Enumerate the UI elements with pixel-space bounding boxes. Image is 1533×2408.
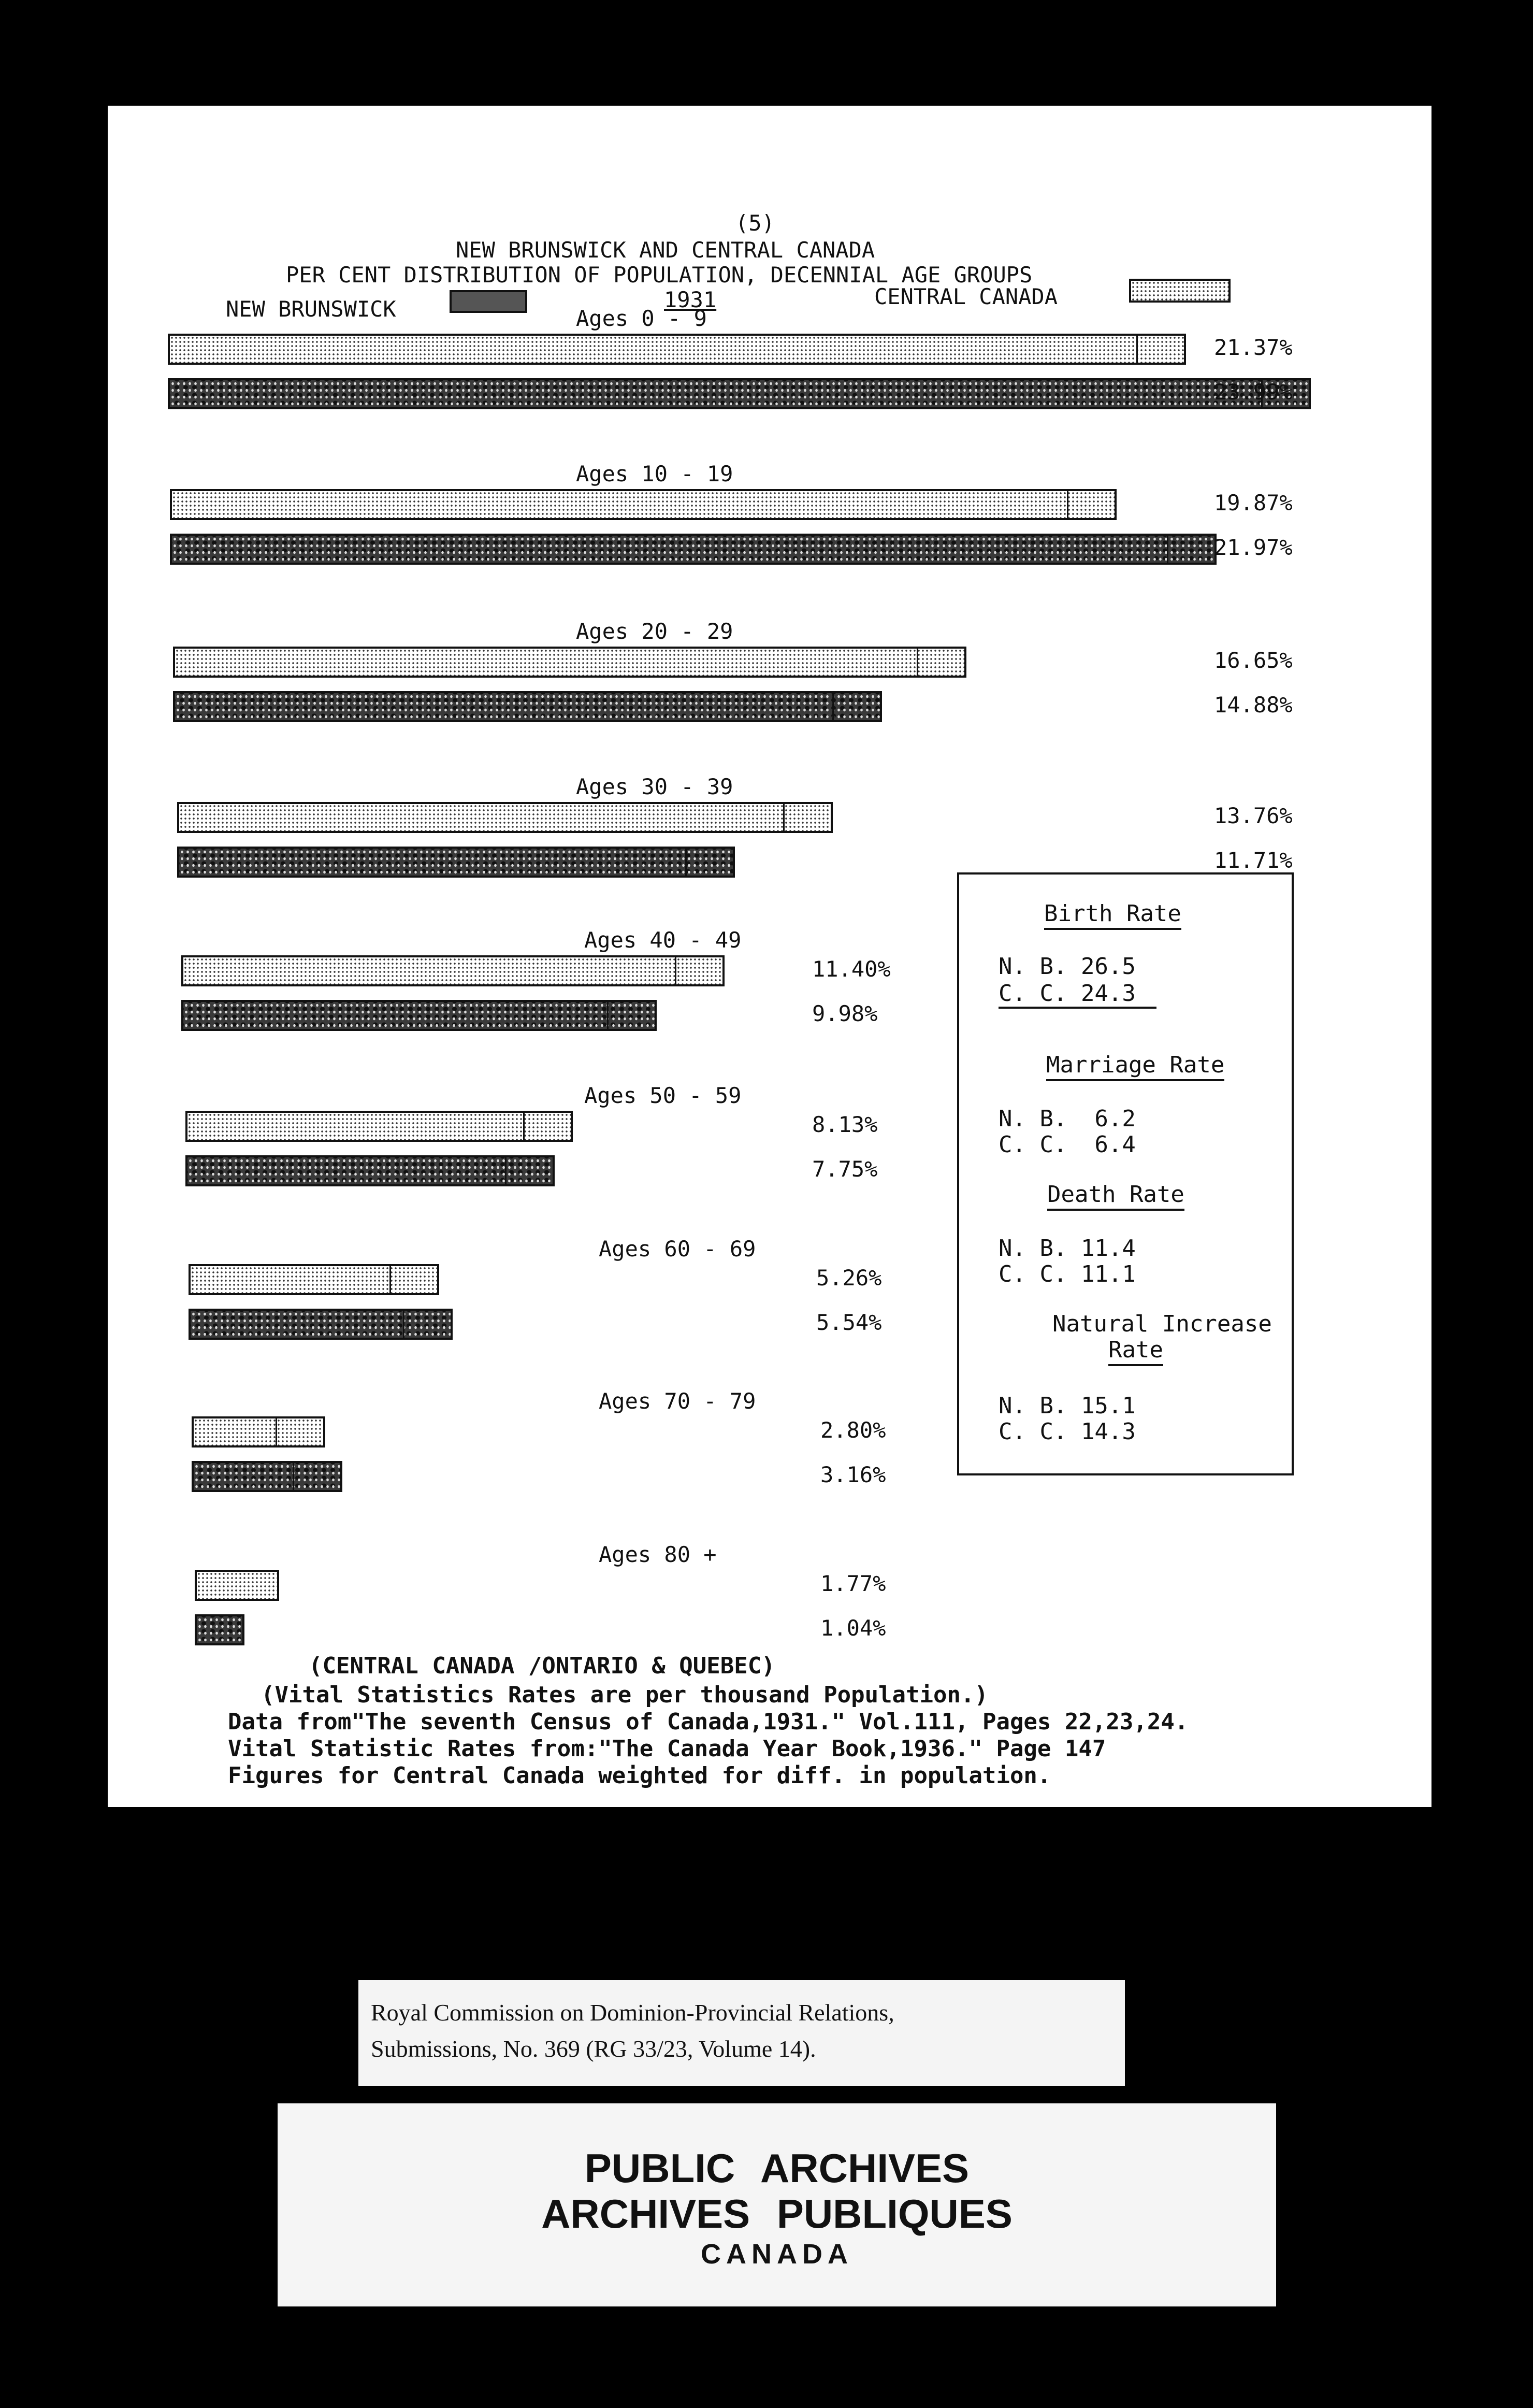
value-label-new-brunswick: 8.13%	[812, 1112, 878, 1137]
age-group-label: Ages 60 - 69	[599, 1236, 756, 1262]
marriage-rate-heading: Marriage Rate	[1046, 1052, 1224, 1081]
bar-divider	[1136, 336, 1138, 363]
age-group-label: Ages 10 - 19	[576, 461, 733, 486]
bar-central-canada	[173, 691, 882, 722]
age-group-label: Ages 50 - 59	[584, 1083, 742, 1108]
natural-increase-heading-rate: Rate	[1108, 1337, 1163, 1366]
bar-divider	[403, 1311, 404, 1338]
death-rate-heading: Death Rate	[1047, 1181, 1184, 1211]
note-year-book-source: Vital Statistic Rates from:"The Canada Year Book,1936." Page 147	[228, 1736, 1106, 1762]
marriage-rate-nb: N. B. 6.2	[999, 1106, 1136, 1132]
value-label-central-canada: 11.71%	[1214, 848, 1293, 873]
bar-new-brunswick	[181, 955, 725, 986]
natural-increase-nb: N. B. 15.1	[999, 1393, 1136, 1419]
value-label-new-brunswick: 11.40%	[812, 956, 891, 982]
note-weighting: Figures for Central Canada weighted for diff. in population.	[228, 1762, 1051, 1789]
age-group-label: Ages 70 - 79	[599, 1388, 756, 1414]
value-label-central-canada: 14.88%	[1214, 692, 1293, 718]
title-line-2: PER CENT DISTRIBUTION OF POPULATION, DECENNIAL AGE GROUPS	[286, 262, 1033, 288]
bar-divider	[685, 849, 687, 876]
note-central-canada: (CENTRAL CANADA /ONTARIO & QUEBEC)	[309, 1653, 775, 1679]
death-rate-nb: N. B. 11.4	[999, 1235, 1136, 1262]
natural-increase-cc: C. C. 14.3	[999, 1418, 1136, 1445]
stamp-line-1: PUBLIC ARCHIVES	[584, 2145, 970, 2191]
legend-nb-label: NEW BRUNSWICK	[226, 296, 396, 322]
birth-rate-nb: N. B. 26.5	[999, 953, 1136, 980]
death-rate-cc: C. C. 11.1	[999, 1261, 1136, 1287]
value-label-central-canada: 5.54%	[816, 1310, 882, 1335]
bar-central-canada	[181, 1000, 657, 1031]
bar-divider	[523, 1113, 525, 1140]
vital-rates-box	[957, 872, 1294, 1475]
age-group-label: Ages 30 - 39	[576, 774, 733, 799]
legend-nb-swatch	[450, 290, 527, 313]
bar-new-brunswick	[170, 489, 1117, 520]
marriage-rate-cc: C. C. 6.4	[999, 1131, 1136, 1158]
bar-new-brunswick	[192, 1416, 325, 1447]
document-sheet	[108, 106, 1431, 1807]
value-label-new-brunswick: 13.76%	[1214, 803, 1293, 828]
birth-rate-cc: C. C. 24.3	[999, 980, 1156, 1009]
value-label-central-canada: 7.75%	[812, 1156, 878, 1182]
public-archives-stamp	[278, 2103, 1276, 2306]
archive-reference-card	[358, 1980, 1125, 2086]
bar-divider	[293, 1463, 294, 1490]
value-label-central-canada: 3.16%	[820, 1462, 886, 1487]
value-label-new-brunswick: 21.37%	[1214, 335, 1293, 360]
value-label-central-canada: 1.04%	[820, 1615, 886, 1641]
archive-reference-line-2: Submissions, No. 369 (RG 33/23, Volume 14).	[371, 2036, 816, 2062]
bar-central-canada	[177, 847, 735, 878]
age-group-label: Ages 80 +	[599, 1542, 717, 1567]
bar-divider	[607, 1002, 609, 1029]
bar-divider	[389, 1266, 391, 1293]
bar-divider	[276, 1418, 277, 1445]
age-group-label: Ages 0 - 9	[576, 306, 707, 331]
bar-divider	[832, 693, 834, 720]
bar-divider	[917, 649, 918, 676]
note-vital-statistics: (Vital Statistics Rates are per thousand Population.)	[261, 1682, 988, 1708]
bar-new-brunswick	[173, 647, 966, 678]
bar-new-brunswick	[185, 1111, 573, 1142]
bar-divider	[1167, 536, 1168, 563]
stamp-line-2: ARCHIVES PUBLIQUES	[541, 2191, 1013, 2237]
value-label-new-brunswick: 5.26%	[816, 1265, 882, 1291]
age-group-label: Ages 20 - 29	[576, 619, 733, 644]
title-line-1: NEW BRUNSWICK AND CENTRAL CANADA	[456, 237, 875, 263]
bar-new-brunswick	[168, 334, 1186, 365]
bar-central-canada	[185, 1155, 555, 1186]
natural-increase-heading: Natural Increase	[1052, 1311, 1272, 1337]
bar-divider	[1067, 491, 1068, 518]
bar-central-canada	[195, 1614, 244, 1645]
value-label-new-brunswick: 2.80%	[820, 1417, 886, 1443]
bar-central-canada	[170, 534, 1217, 565]
archive-reference-line-1: Royal Commission on Dominion-Provincial Relations,	[371, 1999, 894, 2026]
value-label-new-brunswick: 19.87%	[1214, 490, 1293, 515]
age-group-label: Ages 40 - 49	[584, 927, 742, 953]
bar-new-brunswick	[195, 1570, 279, 1601]
bar-divider	[783, 804, 785, 831]
bar-new-brunswick	[189, 1264, 439, 1295]
title-year: 1931	[664, 287, 717, 312]
bar-central-canada	[192, 1461, 342, 1492]
birth-rate-heading: Birth Rate	[1044, 900, 1181, 930]
value-label-central-canada: 23.99%	[1214, 379, 1293, 405]
value-label-new-brunswick: 16.65%	[1214, 648, 1293, 673]
legend-cc-swatch	[1129, 279, 1231, 303]
legend-cc-label: CENTRAL CANADA	[874, 284, 1058, 309]
bar-divider	[505, 1157, 507, 1184]
bar-new-brunswick	[177, 802, 833, 833]
value-label-new-brunswick: 1.77%	[820, 1571, 886, 1596]
bar-divider	[675, 957, 676, 984]
note-census-source: Data from"The seventh Census of Canada,1931." Vol.111, Pages 22,23,24.	[228, 1709, 1189, 1735]
page-number: (5)	[735, 210, 775, 236]
value-label-central-canada: 21.97%	[1214, 535, 1293, 560]
bar-central-canada	[189, 1309, 453, 1340]
bar-central-canada	[168, 378, 1311, 409]
value-label-central-canada: 9.98%	[812, 1001, 878, 1026]
stamp-line-3: CANADA	[701, 2239, 853, 2270]
